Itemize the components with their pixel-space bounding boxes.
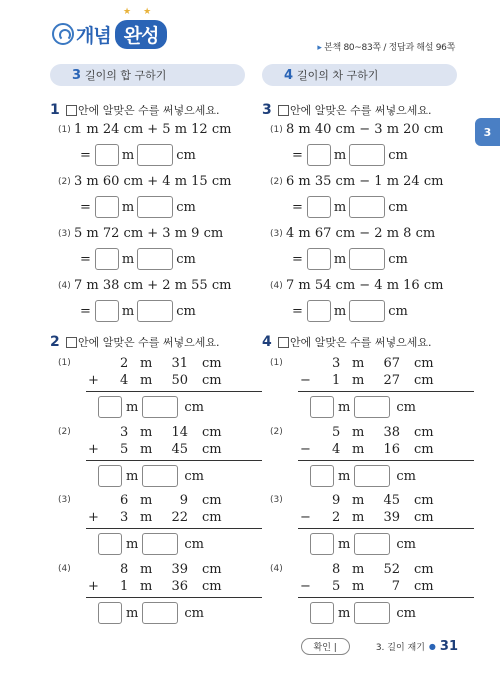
unit-m: m <box>352 562 365 577</box>
operand-m: 1 <box>120 579 129 594</box>
operand-m: 2 <box>332 510 341 525</box>
operand-m: 3 <box>120 425 129 440</box>
unit-cm: cm <box>414 493 434 508</box>
unit-m: m <box>140 493 153 508</box>
operand-row-1 <box>78 356 228 372</box>
unit-m: m <box>121 251 135 267</box>
operand-cm: 16 <box>383 442 400 457</box>
sub-number: (2) <box>270 427 283 437</box>
left-column <box>50 64 245 350</box>
answer-box-m[interactable] <box>95 144 119 166</box>
answer-box-cm[interactable] <box>354 465 390 487</box>
equals-sign: = <box>80 199 91 215</box>
operand-m: 3 <box>120 510 129 525</box>
question-number: 2 <box>50 334 60 350</box>
answer-row <box>80 300 196 322</box>
operand-m: 4 <box>120 373 129 388</box>
operand-row-1 <box>290 493 440 509</box>
operator-sign: − <box>300 579 311 594</box>
expression <box>58 226 223 241</box>
expression-text: 6 m 35 cm − 1 m 24 cm <box>286 174 444 189</box>
unit-cm: cm <box>176 251 196 267</box>
equals-sign: = <box>80 251 91 267</box>
unit-m: m <box>126 605 139 621</box>
question-number: 3 <box>262 102 272 118</box>
answer-box-cm[interactable] <box>354 533 390 555</box>
question-2 <box>50 334 220 350</box>
answer-row <box>292 300 408 322</box>
sub-number: (4) <box>270 280 283 291</box>
operand-cm: 50 <box>171 373 188 388</box>
operand-m: 8 <box>120 562 129 577</box>
answer-row <box>292 144 408 166</box>
answer-box-m[interactable] <box>95 300 119 322</box>
unit-m: m <box>352 510 365 525</box>
sub-number: (3) <box>58 495 71 505</box>
lightbulb-icon <box>52 23 74 45</box>
sum-line <box>86 528 262 529</box>
blank-square-icon <box>278 337 289 348</box>
answer-box-cm[interactable] <box>349 248 385 270</box>
expression-text: 4 m 67 cm − 2 m 8 cm <box>286 226 436 241</box>
expression <box>270 278 443 293</box>
unit-m: m <box>140 373 153 388</box>
unit-cm: cm <box>388 303 408 319</box>
operand-cm: 67 <box>383 356 400 371</box>
unit-m: m <box>352 442 365 457</box>
operand-cm: 45 <box>171 442 188 457</box>
answer-row <box>98 396 204 418</box>
reference-text: 본책 80~83쪽 / 정답과 해설 96쪽 <box>324 43 455 53</box>
unit-cm: cm <box>176 303 196 319</box>
unit-cm: cm <box>414 373 434 388</box>
sub-number: (2) <box>270 176 283 187</box>
blank-square-icon <box>66 105 77 116</box>
instruction-text: 안에 알맞은 수를 써넣으세요. <box>78 104 220 117</box>
unit-cm: cm <box>184 468 204 484</box>
unit-m: m <box>126 468 139 484</box>
operand-m: 2 <box>120 356 129 371</box>
expression-text: 5 m 72 cm + 3 m 9 cm <box>74 226 224 241</box>
equals-sign: = <box>292 147 303 163</box>
operator-sign: − <box>300 510 311 525</box>
question-4 <box>262 334 432 350</box>
unit-cm: cm <box>414 442 434 457</box>
equals-sign: = <box>80 303 91 319</box>
expression-text: 8 m 40 cm − 3 m 20 cm <box>286 122 444 137</box>
answer-box-cm[interactable] <box>354 602 390 624</box>
operand-m: 3 <box>332 356 341 371</box>
answer-box-cm[interactable] <box>349 196 385 218</box>
unit-m: m <box>140 425 153 440</box>
unit-cm: cm <box>202 442 222 457</box>
operand-row-1 <box>78 493 228 509</box>
check-label: 확인 | <box>301 638 350 655</box>
section-header-right <box>262 64 457 86</box>
answer-box-m[interactable] <box>310 465 334 487</box>
operand-cm: 22 <box>171 510 188 525</box>
unit-m: m <box>333 199 347 215</box>
unit-cm: cm <box>414 425 434 440</box>
operand-cm: 45 <box>383 493 400 508</box>
unit-cm: cm <box>202 493 222 508</box>
operand-m: 5 <box>332 579 341 594</box>
answer-box-m[interactable] <box>310 533 334 555</box>
answer-box-m[interactable] <box>95 196 119 218</box>
answer-row <box>292 248 408 270</box>
page-number: 31 <box>439 639 458 654</box>
triangle-right-icon: ▸ <box>317 43 322 53</box>
sub-number: (3) <box>58 228 71 239</box>
operand-row-1 <box>290 425 440 441</box>
operand-m: 8 <box>332 562 341 577</box>
unit-m: m <box>140 510 153 525</box>
answer-box-cm[interactable] <box>142 396 178 418</box>
answer-row <box>292 196 408 218</box>
operand-m: 1 <box>332 373 341 388</box>
answer-box-m[interactable] <box>307 300 331 322</box>
section-number: 4 <box>284 67 294 83</box>
operand-row-2 <box>78 510 228 526</box>
unit-cm: cm <box>414 510 434 525</box>
operand-cm: 14 <box>171 425 188 440</box>
unit-cm: cm <box>202 562 222 577</box>
answer-box-cm[interactable] <box>137 144 173 166</box>
unit-cm: cm <box>202 510 222 525</box>
operator-sign: − <box>300 373 311 388</box>
expression <box>270 122 443 137</box>
brand-text-2: 완성 <box>115 20 168 49</box>
equals-sign: = <box>80 147 91 163</box>
operand-cm: 7 <box>391 579 400 594</box>
unit-cm: cm <box>388 147 408 163</box>
question-number: 1 <box>50 102 60 118</box>
answer-row <box>80 196 196 218</box>
unit-m: m <box>338 536 351 552</box>
operand-row-1 <box>290 562 440 578</box>
sub-number: (1) <box>58 124 71 135</box>
operand-cm: 38 <box>383 425 400 440</box>
answer-box-m[interactable] <box>310 602 334 624</box>
unit-cm: cm <box>176 147 196 163</box>
section-number: 3 <box>72 67 82 83</box>
chapter-tab[interactable]: 3 <box>475 118 500 146</box>
operand-cm: 9 <box>179 493 188 508</box>
unit-cm: cm <box>388 199 408 215</box>
sum-line <box>298 597 474 598</box>
unit-m: m <box>121 147 135 163</box>
operand-m: 6 <box>120 493 129 508</box>
unit-m: m <box>338 468 351 484</box>
sub-number: (1) <box>270 358 283 368</box>
unit-m: m <box>338 605 351 621</box>
page-footer <box>301 638 458 655</box>
answer-row <box>98 602 204 624</box>
answer-box-m[interactable] <box>307 196 331 218</box>
sum-line <box>86 391 262 392</box>
answer-box-m[interactable] <box>98 465 122 487</box>
operand-cm: 52 <box>383 562 400 577</box>
answer-box-cm[interactable] <box>137 196 173 218</box>
expression-text: 3 m 60 cm + 4 m 15 cm <box>74 174 232 189</box>
operator-sign: + <box>88 373 99 388</box>
answer-box-cm[interactable] <box>137 300 173 322</box>
answer-row <box>98 465 204 487</box>
brand-logo <box>52 18 167 50</box>
section-title: 길이의 차 구하기 <box>297 69 379 82</box>
answer-row <box>310 602 416 624</box>
blank-square-icon <box>66 337 77 348</box>
unit-m: m <box>140 579 153 594</box>
operand-cm: 27 <box>383 373 400 388</box>
expression-text: 7 m 54 cm − 4 m 16 cm <box>286 278 444 293</box>
sub-number: (3) <box>270 495 283 505</box>
unit-m: m <box>338 399 351 415</box>
unit-m: m <box>121 303 135 319</box>
sub-number: (1) <box>58 358 71 368</box>
unit-cm: cm <box>396 536 416 552</box>
operand-row-2 <box>290 579 440 595</box>
unit-m: m <box>140 356 153 371</box>
sub-number: (1) <box>270 124 283 135</box>
question-number: 4 <box>262 334 272 350</box>
answer-row <box>310 465 416 487</box>
operand-row-2 <box>78 442 228 458</box>
sum-line <box>86 460 262 461</box>
operand-m: 5 <box>120 442 129 457</box>
unit-m: m <box>352 579 365 594</box>
unit-cm: cm <box>202 425 222 440</box>
operand-row-2 <box>78 579 228 595</box>
instruction-text: 안에 알맞은 수를 써넣으세요. <box>290 336 432 349</box>
right-column <box>262 64 457 350</box>
unit-m: m <box>352 425 365 440</box>
section-title: 길이의 합 구하기 <box>85 69 167 82</box>
operand-m: 9 <box>332 493 341 508</box>
operand-row-2 <box>290 373 440 389</box>
answer-box-cm[interactable] <box>142 465 178 487</box>
operator-sign: + <box>88 579 99 594</box>
expression <box>270 174 443 189</box>
sum-line <box>298 528 474 529</box>
sub-number: (2) <box>58 176 71 187</box>
sub-number: (4) <box>58 280 71 291</box>
unit-m: m <box>333 251 347 267</box>
unit-cm: cm <box>184 536 204 552</box>
expression-text: 1 m 24 cm + 5 m 12 cm <box>74 122 232 137</box>
answer-box-m[interactable] <box>310 396 334 418</box>
answer-box-cm[interactable] <box>142 602 178 624</box>
equals-sign: = <box>292 251 303 267</box>
answer-box-cm[interactable] <box>142 533 178 555</box>
operator-sign: + <box>88 510 99 525</box>
answer-box-cm[interactable] <box>354 396 390 418</box>
operand-cm: 36 <box>171 579 188 594</box>
unit-m: m <box>121 199 135 215</box>
operand-row-2 <box>290 442 440 458</box>
answer-row <box>310 533 416 555</box>
chapter-name: 3. 길이 재기 <box>375 643 425 653</box>
operand-cm: 39 <box>171 562 188 577</box>
unit-m: m <box>333 303 347 319</box>
unit-cm: cm <box>396 468 416 484</box>
unit-m: m <box>352 356 365 371</box>
unit-m: m <box>140 562 153 577</box>
brand-text-1: 개념 <box>76 24 111 47</box>
unit-cm: cm <box>414 356 434 371</box>
answer-box-cm[interactable] <box>349 300 385 322</box>
unit-cm: cm <box>396 605 416 621</box>
answer-box-m[interactable] <box>98 602 122 624</box>
sub-number: (2) <box>58 427 71 437</box>
unit-m: m <box>333 147 347 163</box>
expression <box>270 226 435 241</box>
unit-cm: cm <box>202 373 222 388</box>
question-1 <box>50 102 220 118</box>
answer-row <box>98 533 204 555</box>
operand-row-2 <box>78 373 228 389</box>
unit-cm: cm <box>202 356 222 371</box>
unit-m: m <box>352 493 365 508</box>
unit-cm: cm <box>388 251 408 267</box>
operand-row-1 <box>78 562 228 578</box>
unit-cm: cm <box>176 199 196 215</box>
operator-sign: − <box>300 442 311 457</box>
answer-row <box>310 396 416 418</box>
expression <box>58 174 231 189</box>
sum-line <box>298 460 474 461</box>
unit-m: m <box>140 442 153 457</box>
answer-box-cm[interactable] <box>349 144 385 166</box>
answer-row <box>80 248 196 270</box>
answer-box-m[interactable] <box>307 144 331 166</box>
unit-cm: cm <box>184 399 204 415</box>
expression <box>58 122 231 137</box>
page-reference <box>317 40 455 53</box>
operand-m: 4 <box>332 442 341 457</box>
unit-cm: cm <box>184 605 204 621</box>
operand-cm: 39 <box>383 510 400 525</box>
operand-cm: 31 <box>171 356 188 371</box>
section-header-left <box>50 64 245 86</box>
logo-stars: ★★ <box>123 7 164 17</box>
operand-row-1 <box>78 425 228 441</box>
unit-cm: cm <box>414 562 434 577</box>
operand-row-2 <box>290 510 440 526</box>
sum-line <box>86 597 262 598</box>
unit-m: m <box>126 399 139 415</box>
instruction-text: 안에 알맞은 수를 써넣으세요. <box>78 336 220 349</box>
instruction-text: 안에 알맞은 수를 써넣으세요. <box>290 104 432 117</box>
sub-number: (3) <box>270 228 283 239</box>
unit-cm: cm <box>202 579 222 594</box>
answer-box-m[interactable] <box>98 533 122 555</box>
answer-box-m[interactable] <box>98 396 122 418</box>
equals-sign: = <box>292 303 303 319</box>
unit-m: m <box>126 536 139 552</box>
blank-square-icon <box>278 105 289 116</box>
expression-text: 7 m 38 cm + 2 m 55 cm <box>74 278 232 293</box>
dot-icon: ● <box>428 642 436 651</box>
unit-cm: cm <box>396 399 416 415</box>
operand-row-1 <box>290 356 440 372</box>
operator-sign: + <box>88 442 99 457</box>
sum-line <box>298 391 474 392</box>
expression <box>58 278 231 293</box>
unit-m: m <box>352 373 365 388</box>
unit-cm: cm <box>414 579 434 594</box>
sub-number: (4) <box>58 564 71 574</box>
sub-number: (4) <box>270 564 283 574</box>
answer-box-m[interactable] <box>95 248 119 270</box>
answer-box-m[interactable] <box>307 248 331 270</box>
question-3 <box>262 102 432 118</box>
answer-box-cm[interactable] <box>137 248 173 270</box>
equals-sign: = <box>292 199 303 215</box>
answer-row <box>80 144 196 166</box>
operand-m: 5 <box>332 425 341 440</box>
